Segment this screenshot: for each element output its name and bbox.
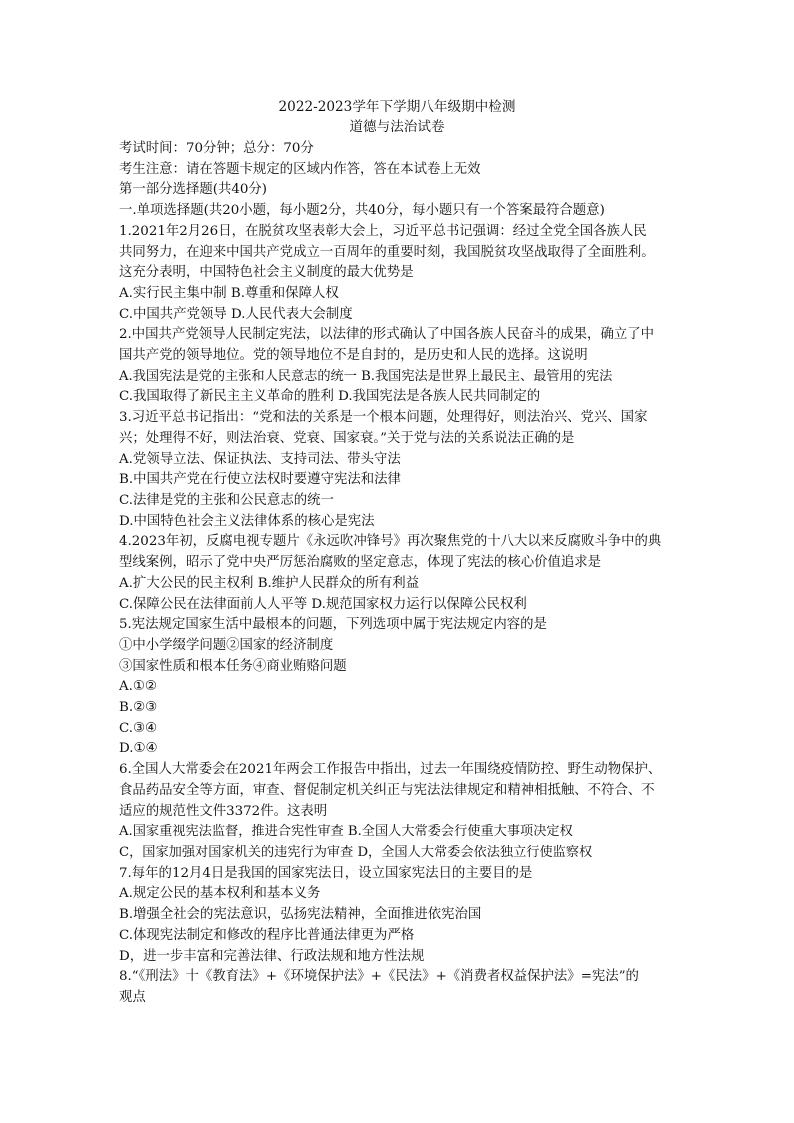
question-3-line-1: 3.习近平总书记指出：“党和法的关系是一个根本问题，处理得好，则法治兴、党兴、国家 [119,410,648,425]
question-5-line-1: 5.宪法规定国家生活中最根本的问题，下列选项中属于宪法规定内容的是 [119,617,547,632]
question-7-line-1: 7.每年的12月4日是我国的国家宪法日，设立国家宪法日的主要目的是 [119,866,533,881]
question-5-items-34: ③国家性质和根本任务④商业贿赂问题 [119,659,347,674]
question-3-option-b: B.中国共产党在行使立法权时要遵守宪法和法律 [119,472,401,487]
question-5-option-d: D.①④ [119,741,158,756]
exam-notice: 考生注意：请在答题卡规定的区域内作答，答在本试卷上无效 [119,162,481,177]
question-6-line-3: 适应的规范性文件3372件。这表明 [119,804,328,819]
section-heading: 一.单项选择题(共20小题，每小题2分，共40分，每小题只有一个答案最符合题意) [119,203,605,218]
question-4-line-1: 4.2023年初，反腐电视专题片《永远吹冲锋号》再次聚焦党的十八大以来反腐败斗争中的典 [119,534,662,549]
question-2-line-2: 国共产党的领导地位。党的领导地位不是自封的，是历史和人民的选择。这说明 [119,348,588,363]
question-6-line-2: 食品药品安全等方面，审查、督促制定机关纠正与宪法法律规定和精神相抵触、不符合、不 [119,783,655,798]
question-5-option-a: A.①② [119,679,157,694]
question-4-options-cd: C.保障公民在法律面前人人平等 D.规范国家权力运行以保障公民权利 [119,597,527,612]
question-7-option-c: C.体现宪法制定和修改的程序比普通法律更为严格 [119,928,415,943]
question-7-option-a: A.规定公民的基本权利和基本义务 [119,886,321,901]
exam-title: 2022-2023学年下学期八年级期中检测 [278,99,516,115]
question-6-options-cd: C，国家加强对国家机关的违宪行为审查 D，全国人大常委会依法独立行使监察权 [119,845,593,860]
question-1-options-cd: C.中国共产党领导 D.人民代表大会制度 [119,307,353,322]
exam-subtitle: 道德与法治试卷 [349,119,445,135]
question-4-line-2: 型线案例，昭示了党中央严厉惩治腐败的坚定意志，体现了宪法的核心价值追求是 [119,555,602,570]
question-3-option-d: D.中国特色社会主义法律体系的核心是宪法 [119,514,375,529]
question-5-items-12: ①中小学缀学问题②国家的经济制度 [119,638,334,653]
question-2-line-1: 2.中国共产党领导人民制定宪法，以法律的形式确认了中国各族人民奋斗的成果，确立了中 [119,327,655,342]
question-2-options-cd: C.我国取得了新民主主义革命的胜利 D.我国宪法是各族人民共同制定的 [119,389,541,404]
question-5-option-b: B.②③ [119,700,158,715]
question-1-line-3: 这充分表明，中国特色社会主义制度的最大优势是 [119,265,414,280]
question-8-line-1: 8.“《刑法》十《教育法》+《环境保护法》+《民法》+《消费者权益保护法》=宪法”的 [119,969,639,984]
question-7-option-d: D，进一步丰富和完善法律、行政法规和地方性法规 [119,949,425,964]
question-3-option-a: A.党领导立法、保证执法、支持司法、带头守法 [119,452,401,467]
question-6-line-1: 6.全国人大常委会在2021年两会工作报告中指出，过去一年围绕疫情防控、野生动物保护、 [119,762,662,777]
question-3-option-c: C.法律是党的主张和公民意志的统一 [119,493,334,508]
question-1-line-2: 共同努力，在迎来中国共产党成立一百周年的重要时刻，我国脱贫攻坚战取得了全面胜利。 [119,245,655,260]
part-heading: 第一部分选择题(共40分) [119,182,268,197]
question-2-options-ab: A.我国宪法是党的主张和人民意志的统一 B.我国宪法是世界上最民主、最管用的宪法 [119,369,613,384]
question-3-line-2: 兴；处理得不好，则法治衰、党衰、国家衰。”关于党与法的关系说法正确的是 [119,431,575,446]
question-8-line-2: 观点 [119,990,146,1005]
question-1-options-ab: A.实行民主集中制 B.尊重和保障人权 [119,286,339,301]
exam-time-info: 考试时间：70分钟；总分：70分 [119,141,314,156]
question-7-option-b: B.增强全社会的宪法意识，弘扬宪法精神，全面推进依宪治国 [119,907,482,922]
question-6-options-ab: A.国家重视宪法监督，推进合宪性审查 B.全国人大常委会行使重大事项决定权 [119,824,573,839]
question-1-line-1: 1.2021年2月26日，在脱贫攻坚表彰大会上，习近平总书记强调：经过全党全国各族人民 [119,224,647,239]
question-5-option-c: C.③④ [119,721,158,736]
question-4-options-ab: A.扩大公民的民主权利 B.维护人民群众的所有利益 [119,576,420,591]
